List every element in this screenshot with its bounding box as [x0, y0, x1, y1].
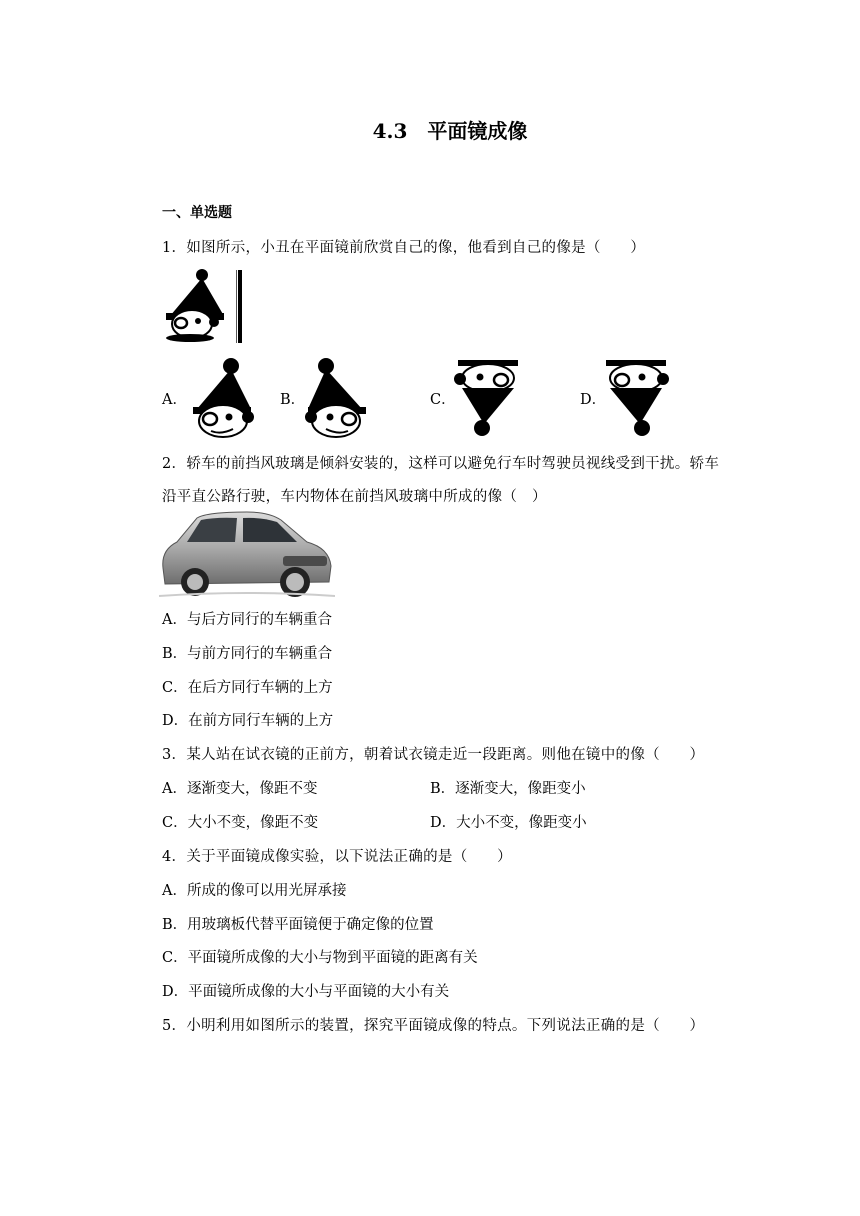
section-heading: 一、单选题 — [162, 205, 232, 221]
q3-option-b[interactable]: B．逐渐变大，像距变小 — [430, 781, 586, 797]
page-title: 4.3 平面镜成像 — [372, 119, 528, 143]
q2-option-d[interactable]: D．在前方同行车辆的上方 — [162, 713, 334, 729]
q4-option-d[interactable]: D．平面镜所成像的大小与平面镜的大小有关 — [162, 984, 450, 1000]
q4-option-b[interactable]: B．用玻璃板代替平面镜便于确定像的位置 — [162, 917, 434, 933]
question-2-stem-line1: 2．轿车的前挡风玻璃是倾斜安装的，这样可以避免行车时驾驶员视线受到干扰。轿车 — [162, 456, 720, 472]
q2-option-a[interactable]: A．与后方同行的车辆重合 — [162, 612, 332, 628]
question-3-stem: 3．某人站在试衣镜的正前方，朝着试衣镜走近一段距离。则他在镜中的像（ ） — [162, 747, 705, 763]
q1-option-d-figure[interactable] — [600, 358, 672, 438]
question-2-stem-line2: 沿平直公路行驶，车内物体在前挡风玻璃中所成的像（ ） — [162, 489, 547, 505]
q3-option-c[interactable]: C．大小不变，像距不变 — [162, 815, 319, 831]
question-1-stem: 1．如图所示，小丑在平面镜前欣赏自己的像，他看到自己的像是（ ） — [162, 240, 646, 256]
q1-option-a-label: A． — [162, 392, 187, 408]
q3-option-a[interactable]: A．逐渐变大，像距不变 — [162, 781, 318, 797]
q1-option-d-label: D． — [580, 392, 607, 408]
question-5-stem: 5．小明利用如图所示的装置，探究平面镜成像的特点。下列说法正确的是（ ） — [162, 1018, 705, 1034]
question-4-stem: 4．关于平面镜成像实验，以下说法正确的是（ ） — [162, 849, 512, 865]
q1-option-a-figure[interactable] — [185, 357, 257, 439]
q1-option-b-label: B． — [280, 392, 306, 408]
q1-option-c-figure[interactable] — [452, 358, 524, 438]
car-icon — [157, 508, 335, 598]
q3-option-d[interactable]: D．大小不变，像距变小 — [430, 815, 587, 831]
q4-option-c[interactable]: C．平面镜所成像的大小与物到平面镜的距离有关 — [162, 950, 478, 966]
q2-option-c[interactable]: C．在后方同行车辆的上方 — [162, 680, 333, 696]
clown-mirror-figure — [160, 266, 250, 346]
q1-option-b-figure[interactable] — [302, 357, 374, 439]
q1-option-c-label: C． — [430, 392, 456, 408]
q4-option-a[interactable]: A．所成的像可以用光屏承接 — [162, 883, 347, 899]
q2-option-b[interactable]: B．与前方同行的车辆重合 — [162, 646, 333, 662]
